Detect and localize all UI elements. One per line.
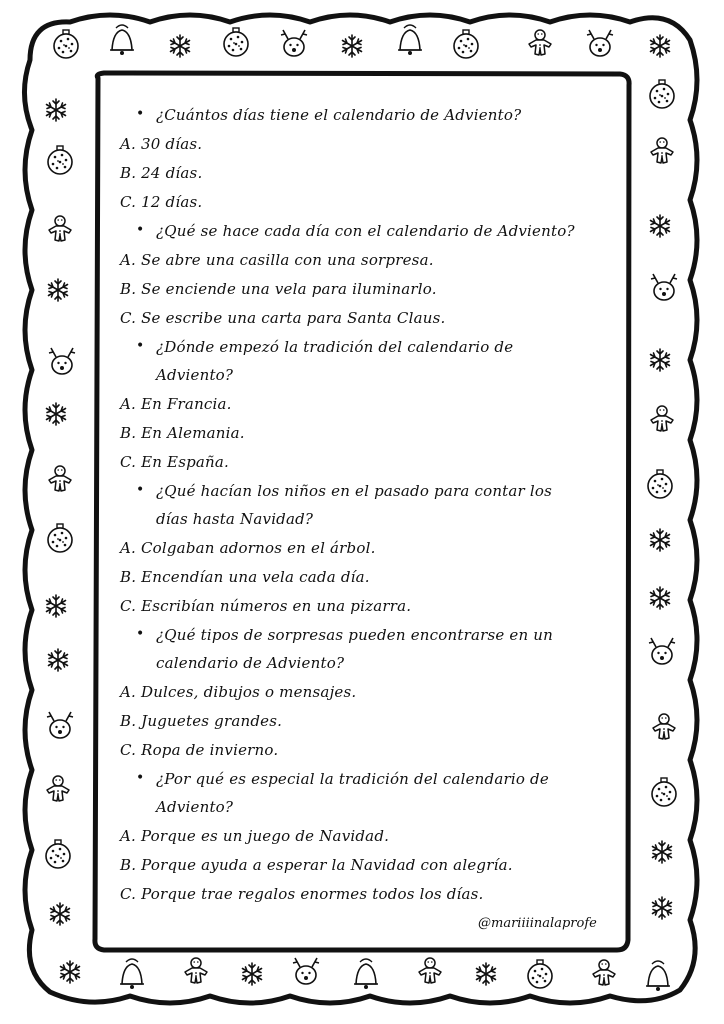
snowflake-icon [47, 99, 66, 121]
reindeer-icon [651, 274, 677, 300]
snowflake-icon [49, 649, 68, 671]
question-text: ¿Qué hacían los niños en el pasado para contar los [156, 482, 553, 500]
ornament-ball-icon [528, 960, 552, 988]
snowflake-icon [47, 595, 66, 617]
gingerbread-man-icon [653, 714, 675, 739]
reindeer-icon [649, 638, 675, 664]
snowflake-icon [477, 963, 496, 985]
answer-option: A. 30 días. [120, 135, 203, 153]
question-text: ¿Por qué es especial la tradición del calendario de [156, 770, 549, 788]
answer-option: A. Porque es un juego de Navidad. [120, 827, 390, 845]
bullet-icon: • [136, 482, 145, 498]
answer-option: C. Ropa de invierno. [120, 741, 279, 759]
ornament-ball-icon [454, 30, 478, 58]
gingerbread-man-icon [651, 138, 673, 163]
ornament-ball-icon [650, 80, 674, 108]
ornament-ball-icon [224, 28, 248, 56]
bell-icon [110, 25, 134, 55]
bell-icon [354, 959, 378, 989]
snowflake-icon [47, 403, 66, 425]
answer-option: B. 24 días. [120, 164, 203, 182]
gingerbread-man-icon [49, 216, 71, 241]
answer-option: C. Escribían números en una pizarra. [120, 597, 412, 615]
answer-option: C. Se escribe una carta para Santa Claus. [120, 309, 446, 327]
ornament-ball-icon [652, 778, 676, 806]
bullet-icon: • [136, 222, 145, 238]
gingerbread-man-icon [185, 958, 207, 983]
bell-icon [120, 959, 144, 989]
snowflake-icon [651, 215, 670, 237]
snowflake-icon [651, 35, 670, 57]
answer-option: A. En Francia. [120, 395, 232, 413]
answer-option: B. Se enciende una vela para iluminarlo. [120, 280, 437, 298]
bullet-icon: • [136, 106, 145, 122]
bell-icon [398, 25, 422, 55]
gingerbread-man-icon [47, 776, 69, 801]
answer-option: A. Colgaban adornos en el árbol. [120, 539, 376, 557]
bullet-icon: • [136, 770, 145, 786]
answer-option: C. Porque trae regalos enormes todos los días. [120, 885, 484, 903]
snowflake-icon [171, 35, 190, 57]
ornament-ball-icon [46, 840, 70, 868]
snowflake-icon [651, 529, 670, 551]
question-text: Adviento? [156, 798, 234, 816]
question-text: días hasta Navidad? [156, 510, 314, 528]
reindeer-icon [281, 30, 307, 56]
reindeer-icon [293, 958, 319, 984]
answer-option: C. 12 días. [120, 193, 203, 211]
gingerbread-man-icon [651, 406, 673, 431]
answer-option: B. Juguetes grandes. [120, 712, 283, 730]
bullet-icon: • [136, 626, 145, 642]
reindeer-icon [49, 348, 75, 374]
ornament-ball-icon [48, 524, 72, 552]
answer-option: B. Porque ayuda a esperar la Navidad con alegría. [120, 856, 513, 874]
ornament-ball-icon [648, 470, 672, 498]
bell-icon [646, 961, 670, 991]
snowflake-icon [61, 961, 80, 983]
gingerbread-man-icon [593, 960, 615, 985]
reindeer-icon [47, 712, 73, 738]
answer-option: A. Dulces, dibujos o mensajes. [120, 683, 357, 701]
question-text: ¿Cuántos días tiene el calendario de Adviento? [156, 106, 522, 124]
author-credit: @mariiiinalaprofe [478, 916, 597, 931]
answer-option: C. En España. [120, 453, 230, 471]
answer-option: B. Encendían una vela cada día. [120, 568, 370, 586]
gingerbread-man-icon [419, 958, 441, 983]
question-text: ¿Dónde empezó la tradición del calendario de [156, 338, 514, 356]
question-text: ¿Qué tipos de sorpresas pueden encontrarse en un [156, 626, 554, 644]
ornament-ball-icon [54, 30, 78, 58]
gingerbread-man-icon [49, 466, 71, 491]
snowflake-icon [49, 279, 68, 301]
question-text: ¿Qué se hace cada día con el calendario de Adviento? [156, 222, 575, 240]
bullet-icon: • [136, 338, 145, 354]
question-text: calendario de Adviento? [156, 654, 345, 672]
snowflake-icon [651, 587, 670, 609]
snowflake-icon [243, 963, 262, 985]
snowflake-icon [343, 35, 362, 57]
answer-option: B. En Alemania. [120, 424, 245, 442]
reindeer-icon [587, 30, 613, 56]
snowflake-icon [651, 349, 670, 371]
ornament-ball-icon [48, 146, 72, 174]
gingerbread-man-icon [529, 30, 551, 55]
snowflake-icon [653, 897, 672, 919]
snowflake-icon [653, 841, 672, 863]
answer-option: A. Se abre una casilla con una sorpresa. [120, 251, 434, 269]
question-text: Adviento? [156, 366, 234, 384]
snowflake-icon [51, 903, 70, 925]
